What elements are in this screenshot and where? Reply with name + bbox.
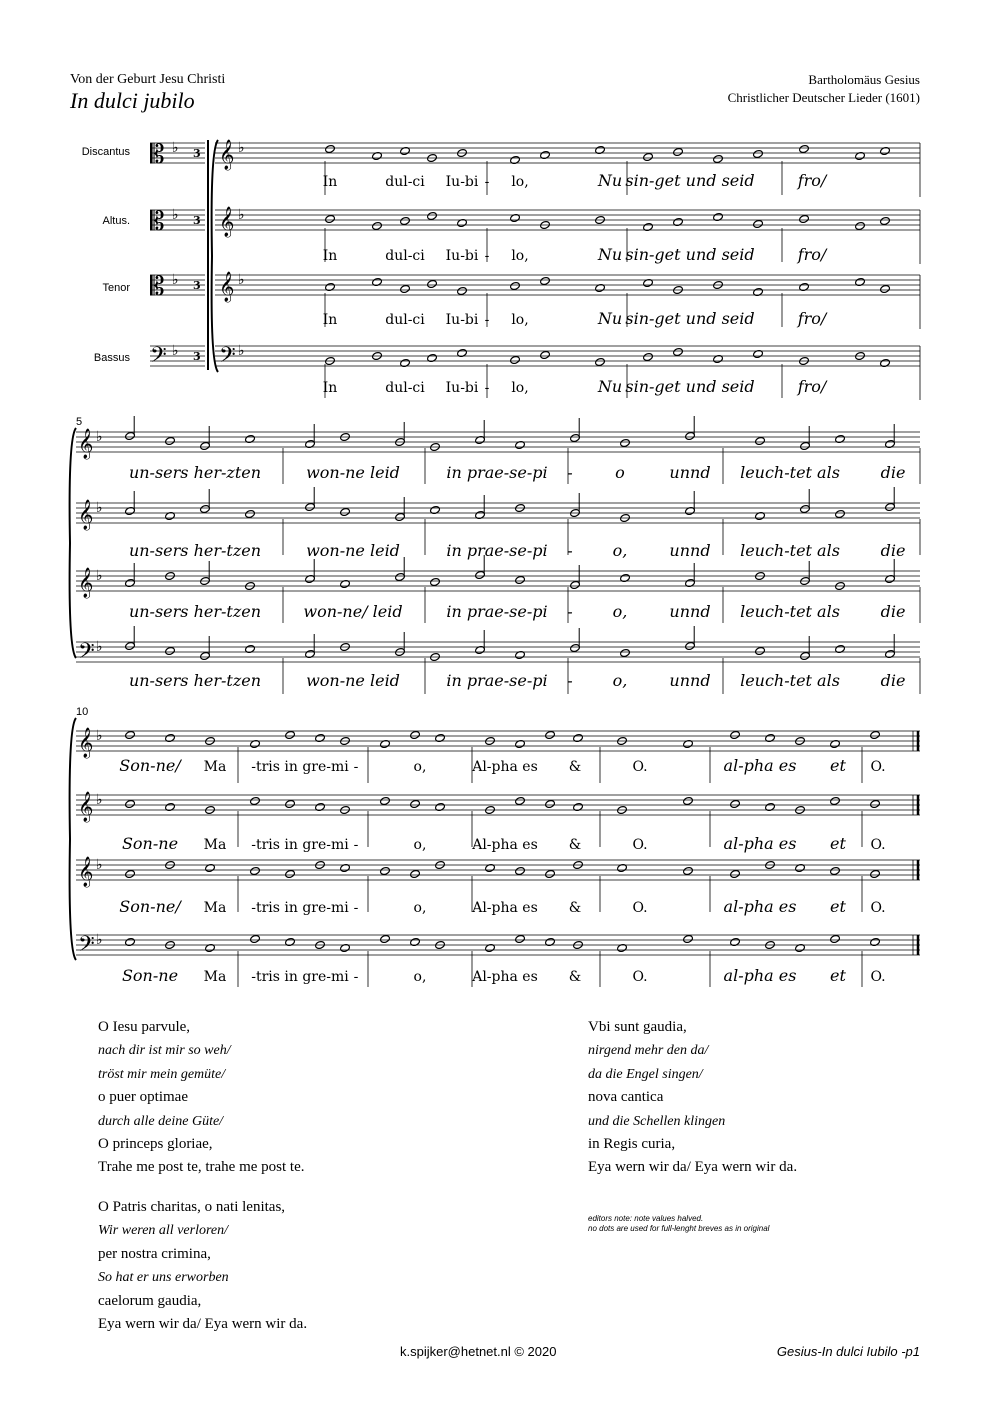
flat-icon: ♭: [96, 792, 103, 808]
staff: [76, 571, 920, 591]
lyric-syllable: leuch-tet als: [740, 602, 840, 621]
lyric-syllable: leuch-tet als: [740, 541, 840, 560]
lyric-syllable: in prae-se-pi: [446, 541, 548, 560]
staff: [215, 210, 920, 230]
note: [830, 866, 841, 875]
note: [250, 796, 261, 805]
stanza-line: caelorum gaudia,: [98, 1292, 202, 1309]
flat-icon: ♭: [96, 500, 103, 516]
note: [870, 730, 881, 739]
lyric-syllable: dul-ci: [385, 380, 425, 396]
lyric-syllable: Son-ne: [121, 834, 179, 853]
lyric-syllable: won-ne leid: [306, 541, 400, 560]
lyric-syllable: sin-get und seid: [625, 245, 755, 264]
stanza-line: So hat er uns erworben: [98, 1270, 229, 1286]
note: [325, 214, 336, 223]
lyric-syllable: un-sers her-tzen: [128, 602, 262, 621]
note: [755, 646, 766, 655]
stanza-4: [588, 1016, 797, 1180]
lyric-syllable: Al-pha es: [472, 900, 538, 916]
stanza-line: tröst mir mein gemüte/: [98, 1066, 226, 1082]
clef-icon: 𝄞: [78, 728, 94, 758]
lyric-syllable: O.: [870, 900, 886, 916]
note: [713, 154, 724, 163]
note: [380, 796, 391, 805]
lyric-syllable: et: [830, 756, 846, 775]
lyric-syllable: Al-pha es: [472, 969, 538, 985]
lyric-syllable: -: [567, 463, 573, 482]
note: [515, 934, 526, 943]
lyric-syllable: Al-pha es: [472, 837, 538, 853]
lyric-syllable: In: [322, 312, 338, 328]
note: [372, 221, 383, 230]
lyric-syllable: unnd: [669, 602, 711, 621]
flat-icon: ♭: [172, 140, 179, 156]
note: [515, 866, 526, 875]
lyric-syllable: die: [880, 541, 906, 560]
lyric-syllable: Iu-bi: [445, 248, 479, 264]
stanza-line: O Patris charitas, o nati lenitas,: [98, 1199, 286, 1215]
part-name-bassus: Bassus: [93, 352, 130, 364]
lyric-syllable: Nu: [597, 171, 623, 190]
piece-title: In dulci jubilo: [70, 88, 195, 113]
note: [799, 144, 810, 153]
staff: [215, 346, 920, 366]
note: [870, 869, 881, 878]
lyric-syllable: leuch-tet als: [740, 463, 840, 482]
stanza-line: in Regis curia,: [588, 1136, 676, 1153]
stanza-line: nach dir ist mir so weh/: [98, 1043, 231, 1059]
note: [400, 284, 411, 293]
note: [165, 436, 176, 445]
lyric-syllable: -: [484, 380, 490, 396]
lyric-syllable: sin-get und seid: [625, 309, 755, 328]
note: [620, 648, 631, 657]
stanza-line: nirgend mehr den da/: [588, 1043, 709, 1059]
clef-icon: 𝄡: [150, 207, 165, 237]
lyric-syllable: unnd: [669, 541, 711, 560]
measure-number: 5: [76, 416, 83, 428]
lyric-syllable: Iu-bi: [445, 312, 479, 328]
note: [245, 509, 256, 518]
note: [340, 507, 351, 516]
flat-icon: ♭: [172, 343, 179, 359]
lyric-syllable: Iu-bi: [445, 380, 479, 396]
flat-icon: ♭: [238, 140, 245, 156]
note: [430, 577, 441, 586]
note: [125, 869, 136, 878]
note: [755, 436, 766, 445]
time-signature: 3: [193, 350, 201, 363]
clef-icon: 𝄞: [219, 207, 235, 237]
note: [510, 355, 521, 364]
lyric-syllable: sin-get und seid: [625, 377, 755, 396]
clef-icon: 𝄡: [150, 272, 165, 302]
piece-subtitle: Von der Geburt Jesu Christi: [70, 72, 226, 87]
staff: [76, 935, 920, 955]
flat-icon: ♭: [238, 343, 245, 359]
lyric-syllable: o,: [413, 900, 427, 916]
note: [545, 799, 556, 808]
lyric-syllable: o,: [413, 969, 427, 985]
page-label: Gesius-In dulci Iubilo -p1: [776, 1344, 920, 1359]
note: [730, 730, 741, 739]
note: [380, 934, 391, 943]
stanza-line: O Iesu parvule,: [98, 1019, 191, 1035]
lyric-syllable: fro/: [797, 377, 827, 396]
note: [799, 214, 810, 223]
lyric-syllable: O.: [870, 759, 886, 775]
time-signature: 3: [193, 214, 201, 227]
clef-icon: 𝄞: [219, 140, 235, 170]
stanza-line: und die Schellen klingen: [588, 1113, 726, 1129]
lyric-syllable: O.: [632, 900, 648, 916]
measure-number: 10: [76, 706, 89, 718]
lyric-syllable: in prae-se-pi: [446, 602, 548, 621]
lyric-syllable: al-pha es: [723, 834, 797, 853]
lyric-syllable: et: [830, 966, 846, 985]
lyric-syllable: -: [484, 174, 490, 190]
note: [380, 866, 391, 875]
editors-note-line: editors note: note values halved.: [588, 1214, 704, 1223]
lyric-syllable: o,: [612, 541, 628, 560]
lyric-syllable: Ma: [203, 900, 227, 916]
stanza-line: Eya wern wir da/ Eya wern wir da.: [98, 1316, 308, 1333]
staff: [76, 795, 920, 815]
lyric-syllable: un-sers her-zten: [128, 463, 262, 482]
note: [515, 796, 526, 805]
stanza-line: Wir weren all verloren/: [98, 1223, 228, 1239]
note: [545, 869, 556, 878]
lyric-syllable: -: [353, 837, 359, 853]
editors-note: [588, 1214, 769, 1234]
lyric-syllable: O.: [632, 969, 648, 985]
lyric-syllable: won-ne leid: [306, 671, 400, 690]
lyric-syllable: O.: [632, 837, 648, 853]
note: [400, 216, 411, 225]
lyric-syllable: un-sers her-tzen: [128, 541, 262, 560]
staff: [76, 731, 920, 751]
flat-icon: ♭: [238, 272, 245, 288]
lyric-syllable: unnd: [669, 463, 711, 482]
clef-icon: 𝄞: [78, 500, 94, 530]
note: [753, 149, 764, 158]
clef-icon: 𝄞: [219, 272, 235, 302]
flat-icon: ♭: [172, 207, 179, 223]
lyric-syllable: dul-ci: [385, 248, 425, 264]
lyric-syllable: In: [322, 380, 338, 396]
flat-icon: ♭: [96, 728, 103, 744]
lyric-syllable: Nu: [597, 377, 623, 396]
note: [673, 347, 684, 356]
lyric-syllable: In: [322, 248, 338, 264]
stanza-line: Eya wern wir da/ Eya wern wir da.: [588, 1159, 798, 1176]
note: [835, 509, 846, 518]
note: [410, 730, 421, 739]
note: [250, 934, 261, 943]
time-signature: 3: [193, 279, 201, 292]
part-name-discantus: Discantus: [81, 146, 130, 158]
lyric-syllable: fro/: [797, 245, 827, 264]
note: [510, 281, 521, 290]
lyric-syllable: &: [568, 837, 582, 853]
lyric-syllable: lo,: [511, 248, 529, 264]
lyric-syllable: die: [880, 463, 906, 482]
lyric-syllable: -: [567, 602, 573, 621]
lyric-syllable: fro/: [797, 309, 827, 328]
flat-icon: ♭: [172, 272, 179, 288]
lyric-syllable: lo,: [511, 312, 529, 328]
note: [285, 799, 296, 808]
lyric-syllable: leuch-tet als: [740, 671, 840, 690]
lyric-syllable: o,: [413, 759, 427, 775]
stanza-line: da die Engel singen/: [588, 1066, 703, 1082]
time-signature: 3: [193, 147, 201, 160]
lyric-syllable: die: [880, 671, 906, 690]
note: [427, 279, 438, 288]
note: [125, 730, 136, 739]
lyric-syllable: In: [322, 174, 338, 190]
lyric-syllable: un-sers her-tzen: [128, 671, 262, 690]
note: [880, 284, 891, 293]
stanza-2: [98, 1016, 304, 1180]
stanza-line: o puer optimae: [98, 1089, 188, 1106]
lyric-syllable: &: [568, 969, 582, 985]
lyric-syllable: O.: [870, 837, 886, 853]
stanza-3: [98, 1196, 307, 1336]
note: [427, 211, 438, 220]
system-brace: [70, 428, 76, 658]
note: [643, 152, 654, 161]
lyric-syllable: won-ne leid: [306, 463, 400, 482]
lyric-syllable: o,: [612, 671, 628, 690]
lyric-syllable: et: [830, 834, 846, 853]
lyric-syllable: Iu-bi: [445, 174, 479, 190]
lyric-syllable: &: [568, 900, 582, 916]
staff: [215, 143, 920, 163]
clef-icon: 𝄢: [150, 343, 167, 373]
lyric-syllable: -tris in gre-mi: [251, 900, 349, 916]
flat-icon: ♭: [96, 857, 103, 873]
lyric-syllable: -: [484, 248, 490, 264]
lyric-syllable: o,: [612, 602, 628, 621]
lyric-syllable: -: [484, 312, 490, 328]
stanza-line: O princeps gloriae,: [98, 1136, 213, 1153]
lyric-syllable: -: [353, 759, 359, 775]
lyric-syllable: -: [567, 671, 573, 690]
clef-icon: 𝄡: [150, 140, 165, 170]
lyric-syllable: lo,: [511, 174, 529, 190]
part-name-tenor: Tenor: [102, 282, 130, 294]
copyright-notice: k.spijker@hetnet.nl © 2020: [400, 1344, 557, 1359]
lyric-syllable: -: [353, 969, 359, 985]
system-brace: [70, 718, 76, 960]
lyric-syllable: Ma: [203, 759, 227, 775]
clef-icon: 𝄢: [78, 932, 95, 962]
lyric-syllable: Son-ne: [121, 966, 179, 985]
lyric-syllable: al-pha es: [723, 966, 797, 985]
note: [870, 799, 881, 808]
composer-name: Bartholomäus Gesius: [808, 72, 920, 87]
note: [830, 934, 841, 943]
note: [285, 730, 296, 739]
stanza-line: durch alle deine Güte/: [98, 1113, 224, 1129]
lyric-syllable: -: [567, 541, 573, 560]
lyric-syllable: sin-get und seid: [625, 171, 755, 190]
note: [457, 286, 468, 295]
note: [683, 796, 694, 805]
note: [643, 352, 654, 361]
note: [683, 866, 694, 875]
clef-icon: 𝄞: [78, 568, 94, 598]
lyric-syllable: &: [568, 759, 582, 775]
lyric-syllable: -tris in gre-mi: [251, 837, 349, 853]
stanza-line: nova cantica: [588, 1089, 664, 1106]
flat-icon: ♭: [96, 639, 103, 655]
flat-icon: ♭: [96, 429, 103, 445]
note: [673, 147, 684, 156]
note: [880, 216, 891, 225]
note: [730, 799, 741, 808]
lyric-syllable: -tris in gre-mi: [251, 969, 349, 985]
lyric-syllable: O.: [632, 759, 648, 775]
note: [540, 350, 551, 359]
note: [730, 869, 741, 878]
lyric-syllable: lo,: [511, 380, 529, 396]
note: [595, 357, 606, 366]
lyric-syllable: Son-ne/: [119, 897, 181, 916]
stanza-line: per nostra crimina,: [98, 1245, 211, 1262]
lyric-syllable: Ma: [203, 969, 227, 985]
lyric-syllable: o,: [413, 837, 427, 853]
note: [855, 221, 866, 230]
lyric-syllable: et: [830, 897, 846, 916]
flat-icon: ♭: [96, 932, 103, 948]
note: [753, 219, 764, 228]
note: [410, 869, 421, 878]
lyric-syllable: o: [615, 463, 625, 482]
clef-icon: 𝄞: [78, 857, 94, 887]
lyric-syllable: die: [880, 602, 906, 621]
note: [620, 438, 631, 447]
lyric-syllable: Nu: [597, 309, 623, 328]
note: [250, 866, 261, 875]
note: [540, 276, 551, 285]
lyric-syllable: dul-ci: [385, 174, 425, 190]
note: [830, 796, 841, 805]
flat-icon: ♭: [238, 207, 245, 223]
clef-icon: 𝄢: [219, 343, 236, 373]
lyric-syllable: -tris in gre-mi: [251, 759, 349, 775]
note: [165, 646, 176, 655]
lyric-syllable: dul-ci: [385, 312, 425, 328]
part-name-altus: Altus.: [102, 215, 130, 227]
staff: [215, 275, 920, 295]
note: [545, 730, 556, 739]
lyric-syllable: won-ne/ leid: [303, 602, 403, 621]
stanza-line: Trahe me post te, trahe me post te.: [98, 1159, 305, 1176]
lyric-syllable: fro/: [797, 171, 827, 190]
note: [125, 799, 136, 808]
staff: [76, 860, 920, 880]
lyric-syllable: -: [353, 900, 359, 916]
flat-icon: ♭: [96, 568, 103, 584]
editors-note-line: no dots are used for full-lenght breves as in original: [588, 1224, 770, 1233]
source-reference: Christlicher Deutscher Lieder (1601): [727, 90, 920, 105]
lyric-syllable: in prae-se-pi: [446, 671, 548, 690]
lyric-syllable: Al-pha es: [472, 759, 538, 775]
note: [515, 575, 526, 584]
clef-icon: 𝄢: [78, 639, 95, 669]
lyric-syllable: O.: [870, 969, 886, 985]
note: [683, 934, 694, 943]
note: [325, 144, 336, 153]
system-brace: [212, 140, 218, 372]
lyric-syllable: Ma: [203, 837, 227, 853]
lyric-syllable: Son-ne/: [119, 756, 181, 775]
lyric-syllable: Nu: [597, 245, 623, 264]
stanza-line: Vbi sunt gaudia,: [588, 1019, 687, 1035]
note: [285, 869, 296, 878]
note: [410, 799, 421, 808]
lyric-syllable: al-pha es: [723, 756, 797, 775]
clef-icon: 𝄞: [78, 792, 94, 822]
lyric-syllable: in prae-se-pi: [446, 463, 548, 482]
lyric-syllable: al-pha es: [723, 897, 797, 916]
clef-icon: 𝄞: [78, 429, 94, 459]
lyric-syllable: unnd: [669, 671, 711, 690]
